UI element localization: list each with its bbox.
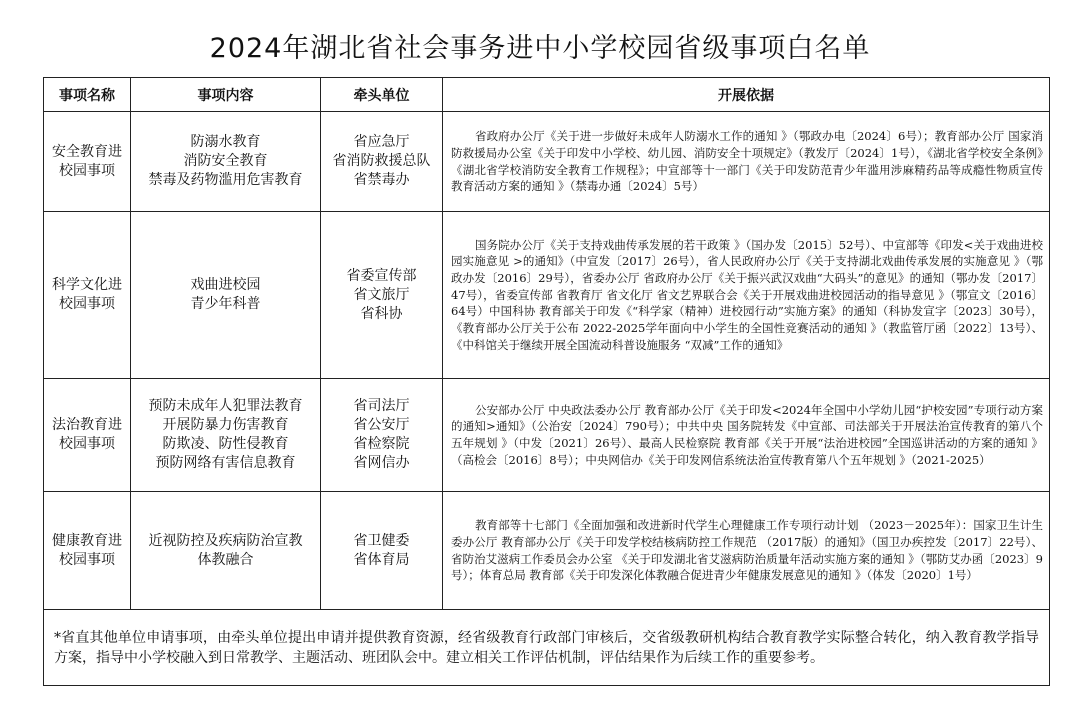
basis-text: 省政府办公厅《关于进一步做好未成年人防溺水工作的通知 》（鄂政办电〔2024〕6号）；教育部办公厅 国家消防救援局办公室《关于印发中小学校、幼儿园、消防安全十项规定》（教发厅〔2024〕1号），《湖北省学校安全条例》《湖北省学校消防安全教育工作规程》；中宣部等十一部门《关于印发防范青少年滥用涉麻精药品等成瘾性物质宣传教育活动方案的通知 》（禁毒办通〔2024〕5号） — [451, 129, 1043, 194]
item-name-cell: 健康教育进校园事项 — [44, 492, 131, 610]
item-name-cell: 科学文化进校园事项 — [44, 212, 131, 379]
lead-unit-cell — [321, 379, 443, 492]
table-row-law — [44, 379, 1050, 492]
item-content-cell — [131, 212, 321, 379]
document-title: 2024年湖北省社会事务进中小学校园省级事项白名单 — [209, 33, 871, 64]
item-name-cell: 法治教育进校园事项 — [44, 379, 131, 492]
header-item-content: 事项内容 — [131, 78, 321, 112]
lead-unit: 省检察院 — [353, 436, 410, 452]
basis-cell — [443, 379, 1050, 492]
basis-text: 国务院办公厅《关于支持戏曲传承发展的若干政策 》（国办发〔2015〕52号）、中宣部等《印发<关于戏曲进校园实施意见 >的通知》（中宣发〔2017〕26号），省人民政府办公厅《关于支持湖北戏曲传承发展的实施意见 》（鄂政办发〔2016〕29号），省委办公厅 省政府办公厅《关于振兴武汉戏曲“大码头”的意见》的通知（鄂办发〔2017〕47号），省委宣传部 省教育厅 省文化厅 省文艺界联合会《关于开展戏曲进校园活动的指导意见 》（鄂宣文〔2016〕64号）中国科协 教育部关于印发《“科学家（精神）进校园行动”实施方案》的通知（科协发宣字〔2023〕30号），《教育部办公厅关于公布 2022-2025学年面向中小学生的全国性竞赛活动的通知 》（教监管厅函〔2022〕13号）、《中科馆关于继续开展全国流动科普设施服务 “双减”工作的通知》 — [451, 237, 1043, 352]
table-row-culture — [44, 212, 1050, 379]
content-line: 青少年科普 — [190, 296, 261, 312]
item-content-cell — [131, 112, 321, 212]
basis-text: 公安部办公厅 中央政法委办公厅 教育部办公厅《关于印发<2024年全国中小学幼儿园“护校安园”专项行动方案的通知>通知》（公治安〔2024〕790号）；中共中央 国务院转发《中宣部、司法部关于开展法治宣传教育的第八个五年规划 》（中发〔2021〕26号）、最高人民检察院 教育部《关于开展“法治进校园”全国巡讲活动的方案的通知 》（高检会〔2016〕8号）；中央网信办《关于印发网信系统法治宣传教育第八个五年规划 》（2021-2025） — [451, 402, 1043, 467]
lead-unit: 省卫健委 — [353, 532, 410, 549]
lead-unit: 省文旅厅 — [353, 286, 410, 303]
basis-cell — [443, 492, 1050, 610]
basis-cell — [443, 212, 1050, 379]
header-item-name: 事项名称 — [44, 78, 131, 112]
content-line: 防欺凌、防性侵教育 — [162, 436, 289, 452]
content-line: 开展防暴力伤害教育 — [162, 417, 289, 433]
table-note-row — [44, 610, 1050, 686]
lead-unit: 省委宣传部 — [346, 267, 417, 284]
content-line: 近视防控及疾病防治宣教 — [148, 532, 303, 549]
lead-unit-cell — [321, 212, 443, 379]
lead-unit: 省体育局 — [353, 551, 410, 568]
footnote-cell — [44, 610, 1050, 686]
content-line: 预防未成年人犯罪法教育 — [148, 398, 303, 414]
lead-unit: 省网信办 — [353, 455, 410, 471]
header-basis: 开展依据 — [443, 78, 1050, 112]
lead-unit: 省科协 — [360, 305, 403, 322]
content-line: 体教融合 — [197, 551, 254, 568]
item-content-cell — [131, 379, 321, 492]
lead-unit-cell — [321, 112, 443, 212]
whitelist-table — [43, 77, 1050, 686]
table-row-health — [44, 492, 1050, 610]
item-name-cell: 安全教育进校园事项 — [44, 112, 131, 212]
table-row-safety — [44, 112, 1050, 212]
content-line: 消防安全教育 — [183, 153, 268, 169]
content-line: 防溺水教育 — [190, 134, 261, 150]
lead-unit: 省公安厅 — [353, 417, 410, 433]
lead-unit: 省禁毒办 — [353, 172, 410, 188]
basis-text: 教育部等十七部门《全面加强和改进新时代学生心理健康工作专项行动计划 （2023－2025年）：国家卫生计生委办公厅 教育部办公厅《关于印发学校结核病防控工作规范 （2017版）的通知》（国卫办疾控发〔2017〕22号）、省防治艾滋病工作委员会办公室 《关于印发湖北省艾滋病防治质量年活动实施方案的通知 》（鄂防艾办函〔2023〕9号）；体育总局 教育部《关于印发深化体教融合促进青少年健康发展意见的通知 》（体发〔2020〕1号） — [451, 518, 1043, 583]
lead-unit: 省消防救援总队 — [332, 153, 431, 169]
lead-unit: 省应急厅 — [353, 134, 410, 150]
content-line: 预防网络有害信息教育 — [155, 455, 296, 471]
footnote-text: *省直其他单位申请事项，由牵头单位提出申请并提供教育资源，经省级教育行政部门审核后，交省级教研机构结合教育教学实际整合转化，纳入教育教学指导方案，指导中小学校融入到日常教学、主题活动、班团队会中。建立相关工作评估机制，评估结果作为后续工作的重要参考。 — [54, 629, 1039, 666]
content-line: 禁毒及药物滥用危害教育 — [148, 172, 303, 188]
header-lead-unit: 牵头单位 — [321, 78, 443, 112]
lead-unit: 省司法厅 — [353, 398, 410, 414]
lead-unit-cell — [321, 492, 443, 610]
table-header-row — [44, 78, 1050, 112]
content-line: 戏曲进校园 — [190, 277, 261, 293]
basis-cell — [443, 112, 1050, 212]
item-content-cell — [131, 492, 321, 610]
